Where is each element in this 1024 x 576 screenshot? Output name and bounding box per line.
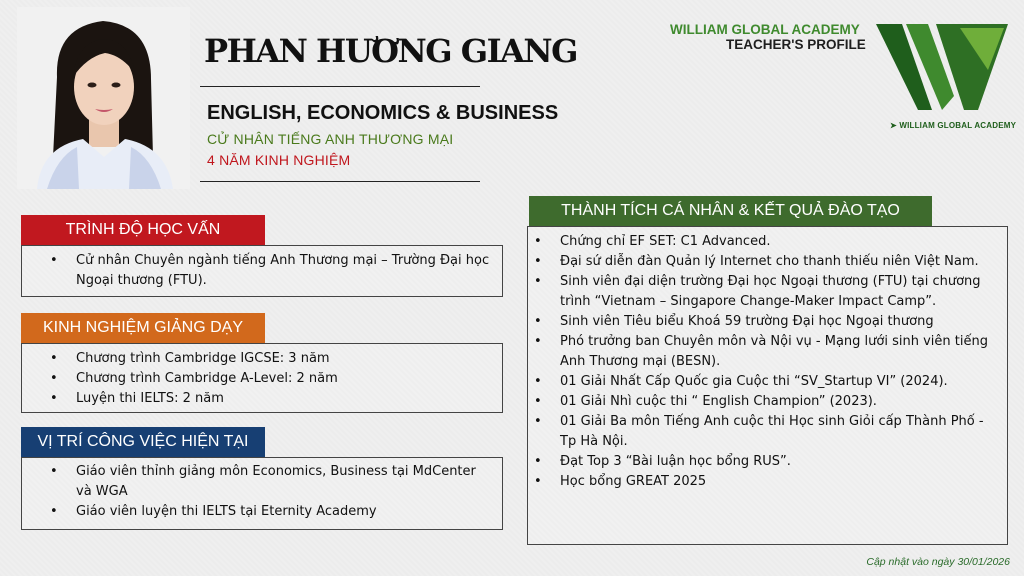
education-box (21, 245, 503, 297)
list-item: • 01 Giải Nhất Cấp Quốc gia Cuộc thi “SV_Startup VI” (2024). (560, 372, 995, 392)
last-updated: Cập nhật vào ngày 30/01/2026 (866, 556, 1010, 568)
teaching-list (76, 349, 492, 409)
teacher-photo (17, 7, 190, 189)
list-item: • Chứng chỉ EF SET: C1 Advanced. (560, 232, 995, 252)
list-item: • Sinh viên Tiêu biểu Khoá 59 trường Đại học Ngoại thương (560, 312, 995, 332)
list-item: • Chương trình Cambridge A-Level: 2 năm (76, 369, 492, 389)
teaching-subjects: ENGLISH, ECONOMICS & BUSINESS (207, 102, 559, 124)
profile-subtitle: TEACHER'S PROFILE (726, 37, 866, 52)
list-item: • Đạt Top 3 “Bài luận học bổng RUS”. (560, 452, 995, 472)
list-item: • Sinh viên đại diện trường Đại học Ngoại thương (FTU) tại chương trình “Vietnam – Singapore Change-Maker Impact Camp”. (560, 272, 995, 312)
list-item: • Cử nhân Chuyên ngành tiếng Anh Thương mại – Trường Đại học Ngoại thương (FTU). (76, 251, 492, 291)
experience-years: 4 NĂM KINH NGHIỆM (207, 152, 351, 168)
logo-caption: ➤ WILLIAM GLOBAL ACADEMY (890, 121, 1017, 130)
teaching-header: KINH NGHIỆM GIẢNG DẠY (21, 313, 265, 343)
list-item: • 01 Giải Nhì cuộc thi “ English Champion” (2023). (560, 392, 995, 412)
list-item: • Luyện thi IELTS: 2 năm (76, 389, 492, 409)
list-item: • Phó trưởng ban Chuyên môn và Nội vụ - Mạng lưới sinh viên tiếng Anh Thương mại (BESN). (560, 332, 995, 372)
portrait-image (17, 7, 190, 189)
education-list (76, 251, 492, 291)
list-item: • Đại sứ diễn đàn Quản lý Internet cho thanh thiếu niên Việt Nam. (560, 252, 995, 272)
name-divider (200, 86, 480, 87)
position-header: VỊ TRÍ CÔNG VIỆC HIỆN TẠI (21, 427, 265, 457)
achievements-header: THÀNH TÍCH CÁ NHÂN & KẾT QUẢ ĐÀO TẠO (529, 196, 932, 226)
teaching-box (21, 343, 503, 413)
academy-name: WILLIAM GLOBAL ACADEMY (670, 22, 860, 37)
list-item: • Chương trình Cambridge IGCSE: 3 năm (76, 349, 492, 369)
education-header: TRÌNH ĐỘ HỌC VẤN (21, 215, 265, 245)
list-item: • Học bổng GREAT 2025 (560, 472, 995, 492)
list-item: • Giáo viên thỉnh giảng môn Economics, Business tại MdCenter và WGA (76, 462, 492, 502)
header-divider (200, 181, 480, 182)
list-item: • 01 Giải Ba môn Tiếng Anh cuộc thi Học sinh Giỏi cấp Thành Phố - Tp Hà Nội. (560, 412, 995, 452)
position-box (21, 457, 503, 530)
achievements-box (527, 226, 1008, 545)
achievements-list (560, 232, 995, 492)
academy-logo-icon (876, 18, 1008, 118)
list-item: • Giáo viên luyện thi IELTS tại Eternity Academy (76, 502, 492, 522)
degree-title: CỬ NHÂN TIẾNG ANH THƯƠNG MẠI (207, 131, 454, 147)
position-list (76, 462, 492, 522)
teacher-name: PHAN HƯƠNG GIANG (204, 32, 577, 70)
